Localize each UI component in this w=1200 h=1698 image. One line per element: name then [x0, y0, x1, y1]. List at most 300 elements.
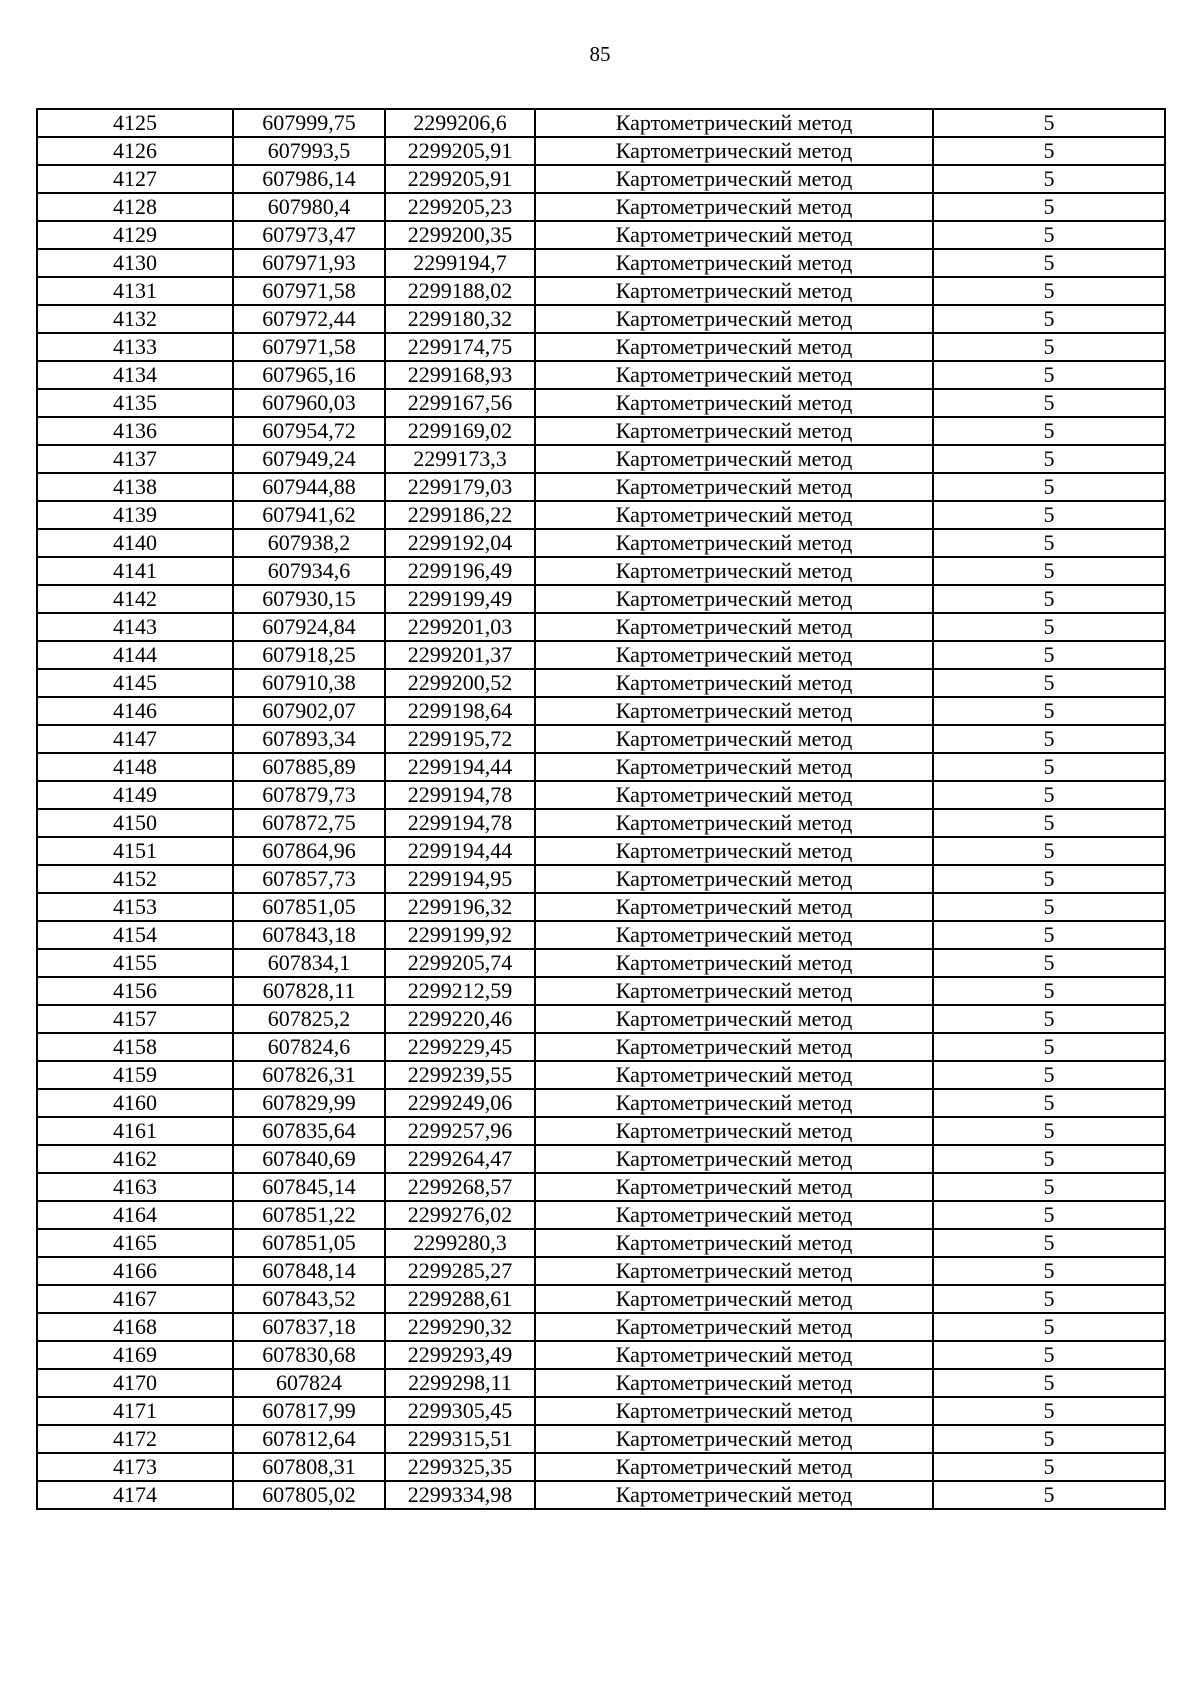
method-cell: Картометрический метод	[535, 221, 933, 249]
x-coordinate-cell: 607830,68	[233, 1341, 385, 1369]
y-coordinate-cell: 2299192,04	[385, 529, 535, 557]
method-cell: Картометрический метод	[535, 1005, 933, 1033]
x-coordinate-cell: 607825,2	[233, 1005, 385, 1033]
y-coordinate-cell: 2299194,95	[385, 865, 535, 893]
point-number-cell: 4132	[37, 305, 233, 333]
point-number-cell: 4164	[37, 1201, 233, 1229]
point-number-cell: 4143	[37, 613, 233, 641]
point-number-cell: 4141	[37, 557, 233, 585]
table-row	[37, 1453, 1165, 1481]
point-number-cell: 4161	[37, 1117, 233, 1145]
method-cell: Картометрический метод	[535, 417, 933, 445]
y-coordinate-cell: 2299195,72	[385, 725, 535, 753]
x-coordinate-cell: 607824	[233, 1369, 385, 1397]
y-coordinate-cell: 2299199,49	[385, 585, 535, 613]
method-cell: Картометрический метод	[535, 529, 933, 557]
accuracy-cell: 5	[933, 893, 1165, 921]
y-coordinate-cell: 2299179,03	[385, 473, 535, 501]
page-number: 85	[589, 42, 611, 66]
table-row	[37, 1481, 1165, 1509]
point-number-cell: 4172	[37, 1425, 233, 1453]
y-coordinate-cell: 2299200,52	[385, 669, 535, 697]
table-row	[37, 893, 1165, 921]
x-coordinate-cell: 607879,73	[233, 781, 385, 809]
accuracy-cell: 5	[933, 725, 1165, 753]
x-coordinate-cell: 607949,24	[233, 445, 385, 473]
method-cell: Картометрический метод	[535, 921, 933, 949]
table-row	[37, 1201, 1165, 1229]
method-cell: Картометрический метод	[535, 445, 933, 473]
method-cell: Картометрический метод	[535, 585, 933, 613]
y-coordinate-cell: 2299199,92	[385, 921, 535, 949]
accuracy-cell: 5	[933, 249, 1165, 277]
table-row	[37, 1397, 1165, 1425]
accuracy-cell: 5	[933, 361, 1165, 389]
point-number-cell: 4125	[37, 109, 233, 137]
method-cell: Картометрический метод	[535, 1173, 933, 1201]
y-coordinate-cell: 2299264,47	[385, 1145, 535, 1173]
method-cell: Картометрический метод	[535, 473, 933, 501]
point-number-cell: 4156	[37, 977, 233, 1005]
method-cell: Картометрический метод	[535, 305, 933, 333]
table-row	[37, 557, 1165, 585]
table-row	[37, 1257, 1165, 1285]
table-row	[37, 1117, 1165, 1145]
accuracy-cell: 5	[933, 1481, 1165, 1509]
accuracy-cell: 5	[933, 613, 1165, 641]
y-coordinate-cell: 2299169,02	[385, 417, 535, 445]
x-coordinate-cell: 607848,14	[233, 1257, 385, 1285]
y-coordinate-cell: 2299194,44	[385, 753, 535, 781]
x-coordinate-cell: 607843,18	[233, 921, 385, 949]
accuracy-cell: 5	[933, 949, 1165, 977]
x-coordinate-cell: 607824,6	[233, 1033, 385, 1061]
point-number-cell: 4127	[37, 165, 233, 193]
accuracy-cell: 5	[933, 837, 1165, 865]
method-cell: Картометрический метод	[535, 1089, 933, 1117]
point-number-cell: 4170	[37, 1369, 233, 1397]
point-number-cell: 4174	[37, 1481, 233, 1509]
table-row	[37, 1229, 1165, 1257]
method-cell: Картометрический метод	[535, 1313, 933, 1341]
accuracy-cell: 5	[933, 333, 1165, 361]
point-number-cell: 4148	[37, 753, 233, 781]
method-cell: Картометрический метод	[535, 137, 933, 165]
accuracy-cell: 5	[933, 389, 1165, 417]
table-row	[37, 137, 1165, 165]
y-coordinate-cell: 2299194,78	[385, 781, 535, 809]
y-coordinate-cell: 2299205,23	[385, 193, 535, 221]
table-row	[37, 837, 1165, 865]
accuracy-cell: 5	[933, 753, 1165, 781]
x-coordinate-cell: 607960,03	[233, 389, 385, 417]
point-number-cell: 4139	[37, 501, 233, 529]
accuracy-cell: 5	[933, 921, 1165, 949]
table-row	[37, 529, 1165, 557]
point-number-cell: 4154	[37, 921, 233, 949]
y-coordinate-cell: 2299194,7	[385, 249, 535, 277]
table-row	[37, 473, 1165, 501]
x-coordinate-cell: 607973,47	[233, 221, 385, 249]
x-coordinate-cell: 607941,62	[233, 501, 385, 529]
table-row	[37, 249, 1165, 277]
accuracy-cell: 5	[933, 1201, 1165, 1229]
accuracy-cell: 5	[933, 1061, 1165, 1089]
method-cell: Картометрический метод	[535, 865, 933, 893]
accuracy-cell: 5	[933, 1229, 1165, 1257]
x-coordinate-cell: 607851,22	[233, 1201, 385, 1229]
point-number-cell: 4137	[37, 445, 233, 473]
accuracy-cell: 5	[933, 417, 1165, 445]
accuracy-cell: 5	[933, 1341, 1165, 1369]
table-row	[37, 1033, 1165, 1061]
y-coordinate-cell: 2299220,46	[385, 1005, 535, 1033]
y-coordinate-cell: 2299334,98	[385, 1481, 535, 1509]
table-row	[37, 109, 1165, 137]
method-cell: Картометрический метод	[535, 1425, 933, 1453]
point-number-cell: 4136	[37, 417, 233, 445]
point-number-cell: 4157	[37, 1005, 233, 1033]
method-cell: Картометрический метод	[535, 641, 933, 669]
point-number-cell: 4147	[37, 725, 233, 753]
table-row	[37, 361, 1165, 389]
point-number-cell: 4151	[37, 837, 233, 865]
y-coordinate-cell: 2299285,27	[385, 1257, 535, 1285]
table-row	[37, 1285, 1165, 1313]
method-cell: Картометрический метод	[535, 837, 933, 865]
table-row	[37, 669, 1165, 697]
table-row	[37, 1341, 1165, 1369]
y-coordinate-cell: 2299298,11	[385, 1369, 535, 1397]
table-row	[37, 1145, 1165, 1173]
table-row	[37, 977, 1165, 1005]
accuracy-cell: 5	[933, 865, 1165, 893]
table-row	[37, 613, 1165, 641]
accuracy-cell: 5	[933, 165, 1165, 193]
y-coordinate-cell: 2299180,32	[385, 305, 535, 333]
y-coordinate-cell: 2299229,45	[385, 1033, 535, 1061]
table-row	[37, 753, 1165, 781]
point-number-cell: 4167	[37, 1285, 233, 1313]
x-coordinate-cell: 607944,88	[233, 473, 385, 501]
method-cell: Картометрический метод	[535, 753, 933, 781]
point-number-cell: 4128	[37, 193, 233, 221]
method-cell: Картометрический метод	[535, 249, 933, 277]
x-coordinate-cell: 607864,96	[233, 837, 385, 865]
accuracy-cell: 5	[933, 557, 1165, 585]
accuracy-cell: 5	[933, 669, 1165, 697]
y-coordinate-cell: 2299196,49	[385, 557, 535, 585]
x-coordinate-cell: 607971,58	[233, 333, 385, 361]
table-row	[37, 1061, 1165, 1089]
table-row	[37, 641, 1165, 669]
accuracy-cell: 5	[933, 1089, 1165, 1117]
accuracy-cell: 5	[933, 1425, 1165, 1453]
method-cell: Картометрический метод	[535, 1453, 933, 1481]
y-coordinate-cell: 2299288,61	[385, 1285, 535, 1313]
coordinates-table	[36, 108, 1166, 1510]
x-coordinate-cell: 607934,6	[233, 557, 385, 585]
method-cell: Картометрический метод	[535, 1397, 933, 1425]
accuracy-cell: 5	[933, 305, 1165, 333]
method-cell: Картометрический метод	[535, 277, 933, 305]
y-coordinate-cell: 2299293,49	[385, 1341, 535, 1369]
x-coordinate-cell: 607986,14	[233, 165, 385, 193]
x-coordinate-cell: 607857,73	[233, 865, 385, 893]
point-number-cell: 4140	[37, 529, 233, 557]
method-cell: Картометрический метод	[535, 557, 933, 585]
method-cell: Картометрический метод	[535, 1285, 933, 1313]
method-cell: Картометрический метод	[535, 613, 933, 641]
method-cell: Картометрический метод	[535, 333, 933, 361]
method-cell: Картометрический метод	[535, 669, 933, 697]
accuracy-cell: 5	[933, 1033, 1165, 1061]
x-coordinate-cell: 607954,72	[233, 417, 385, 445]
table-row	[37, 1369, 1165, 1397]
table-row	[37, 165, 1165, 193]
y-coordinate-cell: 2299200,35	[385, 221, 535, 249]
point-number-cell: 4146	[37, 697, 233, 725]
x-coordinate-cell: 607826,31	[233, 1061, 385, 1089]
table-row	[37, 1089, 1165, 1117]
x-coordinate-cell: 607924,84	[233, 613, 385, 641]
table-row	[37, 1005, 1165, 1033]
accuracy-cell: 5	[933, 1117, 1165, 1145]
y-coordinate-cell: 2299167,56	[385, 389, 535, 417]
x-coordinate-cell: 607837,18	[233, 1313, 385, 1341]
point-number-cell: 4142	[37, 585, 233, 613]
x-coordinate-cell: 607980,4	[233, 193, 385, 221]
method-cell: Картометрический метод	[535, 1033, 933, 1061]
method-cell: Картометрический метод	[535, 809, 933, 837]
y-coordinate-cell: 2299194,78	[385, 809, 535, 837]
x-coordinate-cell: 607851,05	[233, 893, 385, 921]
x-coordinate-cell: 607817,99	[233, 1397, 385, 1425]
accuracy-cell: 5	[933, 697, 1165, 725]
accuracy-cell: 5	[933, 1369, 1165, 1397]
x-coordinate-cell: 607828,11	[233, 977, 385, 1005]
point-number-cell: 4153	[37, 893, 233, 921]
accuracy-cell: 5	[933, 641, 1165, 669]
y-coordinate-cell: 2299168,93	[385, 361, 535, 389]
x-coordinate-cell: 607872,75	[233, 809, 385, 837]
table-row	[37, 445, 1165, 473]
table-row	[37, 585, 1165, 613]
accuracy-cell: 5	[933, 193, 1165, 221]
method-cell: Картометрический метод	[535, 1481, 933, 1509]
method-cell: Картометрический метод	[535, 1061, 933, 1089]
accuracy-cell: 5	[933, 445, 1165, 473]
x-coordinate-cell: 607902,07	[233, 697, 385, 725]
y-coordinate-cell: 2299205,74	[385, 949, 535, 977]
x-coordinate-cell: 607829,99	[233, 1089, 385, 1117]
point-number-cell: 4135	[37, 389, 233, 417]
table-row	[37, 305, 1165, 333]
point-number-cell: 4134	[37, 361, 233, 389]
point-number-cell: 4165	[37, 1229, 233, 1257]
accuracy-cell: 5	[933, 137, 1165, 165]
y-coordinate-cell: 2299188,02	[385, 277, 535, 305]
point-number-cell: 4162	[37, 1145, 233, 1173]
x-coordinate-cell: 607808,31	[233, 1453, 385, 1481]
y-coordinate-cell: 2299315,51	[385, 1425, 535, 1453]
accuracy-cell: 5	[933, 277, 1165, 305]
point-number-cell: 4129	[37, 221, 233, 249]
x-coordinate-cell: 607843,52	[233, 1285, 385, 1313]
table-row	[37, 1313, 1165, 1341]
method-cell: Картометрический метод	[535, 165, 933, 193]
table-row	[37, 697, 1165, 725]
table-row	[37, 221, 1165, 249]
table-row	[37, 1173, 1165, 1201]
y-coordinate-cell: 2299174,75	[385, 333, 535, 361]
method-cell: Картометрический метод	[535, 1369, 933, 1397]
y-coordinate-cell: 2299212,59	[385, 977, 535, 1005]
table-row	[37, 725, 1165, 753]
method-cell: Картометрический метод	[535, 361, 933, 389]
method-cell: Картометрический метод	[535, 193, 933, 221]
accuracy-cell: 5	[933, 501, 1165, 529]
method-cell: Картометрический метод	[535, 893, 933, 921]
x-coordinate-cell: 607851,05	[233, 1229, 385, 1257]
y-coordinate-cell: 2299196,32	[385, 893, 535, 921]
method-cell: Картометрический метод	[535, 1341, 933, 1369]
y-coordinate-cell: 2299206,6	[385, 109, 535, 137]
accuracy-cell: 5	[933, 1313, 1165, 1341]
y-coordinate-cell: 2299205,91	[385, 137, 535, 165]
y-coordinate-cell: 2299305,45	[385, 1397, 535, 1425]
x-coordinate-cell: 607835,64	[233, 1117, 385, 1145]
x-coordinate-cell: 607972,44	[233, 305, 385, 333]
point-number-cell: 4144	[37, 641, 233, 669]
accuracy-cell: 5	[933, 529, 1165, 557]
x-coordinate-cell: 607965,16	[233, 361, 385, 389]
x-coordinate-cell: 607971,58	[233, 277, 385, 305]
accuracy-cell: 5	[933, 109, 1165, 137]
point-number-cell: 4159	[37, 1061, 233, 1089]
y-coordinate-cell: 2299268,57	[385, 1173, 535, 1201]
table-row	[37, 949, 1165, 977]
point-number-cell: 4130	[37, 249, 233, 277]
method-cell: Картометрический метод	[535, 109, 933, 137]
point-number-cell: 4149	[37, 781, 233, 809]
point-number-cell: 4173	[37, 1453, 233, 1481]
x-coordinate-cell: 607971,93	[233, 249, 385, 277]
x-coordinate-cell: 607930,15	[233, 585, 385, 613]
point-number-cell: 4133	[37, 333, 233, 361]
method-cell: Картометрический метод	[535, 1145, 933, 1173]
point-number-cell: 4126	[37, 137, 233, 165]
table-row	[37, 921, 1165, 949]
accuracy-cell: 5	[933, 809, 1165, 837]
accuracy-cell: 5	[933, 221, 1165, 249]
y-coordinate-cell: 2299280,3	[385, 1229, 535, 1257]
x-coordinate-cell: 607938,2	[233, 529, 385, 557]
method-cell: Картометрический метод	[535, 697, 933, 725]
method-cell: Картометрический метод	[535, 949, 933, 977]
y-coordinate-cell: 2299198,64	[385, 697, 535, 725]
point-number-cell: 4171	[37, 1397, 233, 1425]
table-row	[37, 1425, 1165, 1453]
y-coordinate-cell: 2299249,06	[385, 1089, 535, 1117]
method-cell: Картометрический метод	[535, 1117, 933, 1145]
accuracy-cell: 5	[933, 1257, 1165, 1285]
accuracy-cell: 5	[933, 1453, 1165, 1481]
x-coordinate-cell: 607999,75	[233, 109, 385, 137]
y-coordinate-cell: 2299239,55	[385, 1061, 535, 1089]
accuracy-cell: 5	[933, 473, 1165, 501]
point-number-cell: 4158	[37, 1033, 233, 1061]
x-coordinate-cell: 607893,34	[233, 725, 385, 753]
method-cell: Картометрический метод	[535, 977, 933, 1005]
point-number-cell: 4163	[37, 1173, 233, 1201]
point-number-cell: 4168	[37, 1313, 233, 1341]
method-cell: Картометрический метод	[535, 389, 933, 417]
method-cell: Картометрический метод	[535, 1257, 933, 1285]
table-row	[37, 501, 1165, 529]
method-cell: Картометрический метод	[535, 725, 933, 753]
table-row	[37, 277, 1165, 305]
y-coordinate-cell: 2299201,03	[385, 613, 535, 641]
x-coordinate-cell: 607834,1	[233, 949, 385, 977]
y-coordinate-cell: 2299290,32	[385, 1313, 535, 1341]
x-coordinate-cell: 607840,69	[233, 1145, 385, 1173]
point-number-cell: 4150	[37, 809, 233, 837]
accuracy-cell: 5	[933, 1397, 1165, 1425]
accuracy-cell: 5	[933, 585, 1165, 613]
y-coordinate-cell: 2299173,3	[385, 445, 535, 473]
table-row	[37, 865, 1165, 893]
point-number-cell: 4145	[37, 669, 233, 697]
point-number-cell: 4152	[37, 865, 233, 893]
x-coordinate-cell: 607805,02	[233, 1481, 385, 1509]
accuracy-cell: 5	[933, 1285, 1165, 1313]
y-coordinate-cell: 2299201,37	[385, 641, 535, 669]
y-coordinate-cell: 2299276,02	[385, 1201, 535, 1229]
point-number-cell: 4166	[37, 1257, 233, 1285]
point-number-cell: 4138	[37, 473, 233, 501]
point-number-cell: 4131	[37, 277, 233, 305]
table-row	[37, 389, 1165, 417]
table-row	[37, 333, 1165, 361]
point-number-cell: 4160	[37, 1089, 233, 1117]
x-coordinate-cell: 607993,5	[233, 137, 385, 165]
y-coordinate-cell: 2299194,44	[385, 837, 535, 865]
y-coordinate-cell: 2299205,91	[385, 165, 535, 193]
table-row	[37, 809, 1165, 837]
point-number-cell: 4169	[37, 1341, 233, 1369]
table-row	[37, 417, 1165, 445]
accuracy-cell: 5	[933, 977, 1165, 1005]
table-row	[37, 193, 1165, 221]
accuracy-cell: 5	[933, 1173, 1165, 1201]
table-row	[37, 781, 1165, 809]
y-coordinate-cell: 2299257,96	[385, 1117, 535, 1145]
x-coordinate-cell: 607918,25	[233, 641, 385, 669]
method-cell: Картометрический метод	[535, 1229, 933, 1257]
y-coordinate-cell: 2299325,35	[385, 1453, 535, 1481]
coordinates-table-body	[37, 109, 1165, 1509]
accuracy-cell: 5	[933, 1145, 1165, 1173]
accuracy-cell: 5	[933, 1005, 1165, 1033]
point-number-cell: 4155	[37, 949, 233, 977]
x-coordinate-cell: 607910,38	[233, 669, 385, 697]
y-coordinate-cell: 2299186,22	[385, 501, 535, 529]
method-cell: Картометрический метод	[535, 1201, 933, 1229]
accuracy-cell: 5	[933, 781, 1165, 809]
method-cell: Картометрический метод	[535, 501, 933, 529]
x-coordinate-cell: 607812,64	[233, 1425, 385, 1453]
